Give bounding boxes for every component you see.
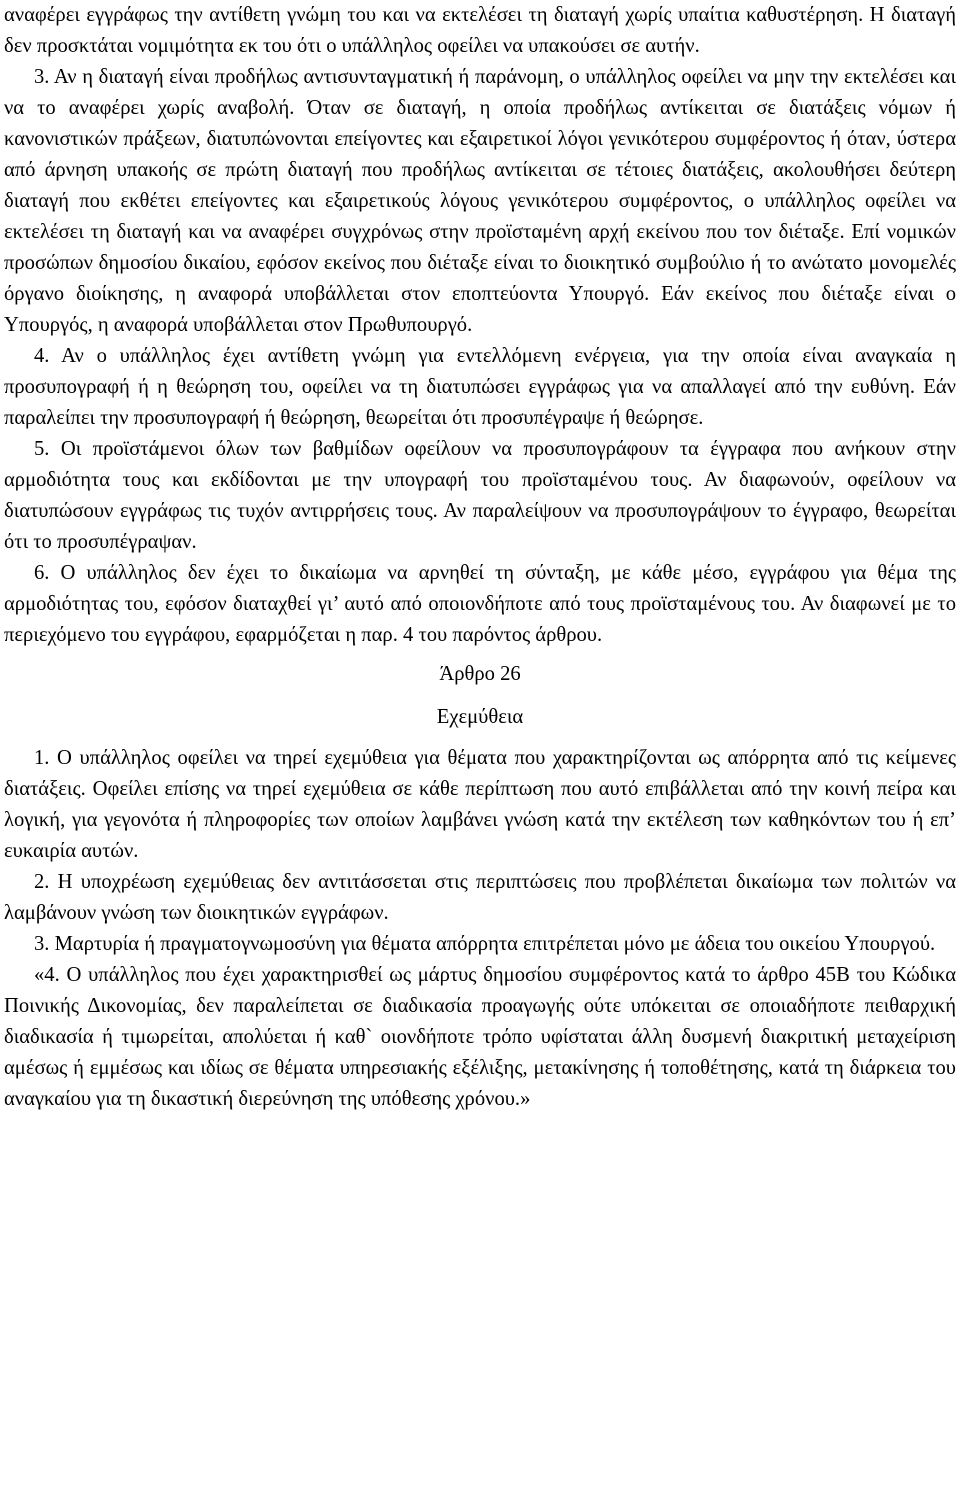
article26-paragraph-2: 2. Η υποχρέωση εχεμύθειας δεν αντιτάσσεται στις περιπτώσεις που προβλέπεται δικαίωμα των πολιτών να λαμβάνουν γνώση των διοικητικών εγγράφων.	[4, 871, 956, 924]
paragraph-5: 5. Οι προϊστάμενοι όλων των βαθμίδων οφείλουν να προσυπογράφουν τα έγγραφα που ανήκουν στην αρμοδιότητα τους και εκδίδονται με την υπογραφή του προϊσταμένου τους. Αν διαφωνούν, οφείλουν να διατυπώσουν εγγράφως τις τυχόν αντιρρήσεις τους. Αν παραλείψουν να προσυπογράψουν το έγγραφο, θεωρείται ότι το προσυπέγραψαν.	[4, 438, 956, 553]
article26-paragraph-3: 3. Μαρτυρία ή πραγματογνωμοσύνη για θέματα απόρρητα επιτρέπεται μόνο με άδεια του οικείου Υπουργού.	[34, 933, 936, 955]
paragraph-6: 6. Ο υπάλληλος δεν έχει το δικαίωμα να αρνηθεί τη σύνταξη, με κάθε μέσο, εγγράφου για θέμα της αρμοδιότητας του, εφόσον διαταχθεί γι’ αυτό από οποιονδήποτε από τους προϊσταμένους του. Αν διαφωνεί με το περιεχόμενο του εγγράφου, εφαρμόζεται η παρ. 4 του παρόντος άρθρου.	[4, 562, 956, 646]
article-title: Εχεμύθεια	[436, 706, 524, 728]
article26-paragraph-4: «4. Ο υπάλληλος που έχει χαρακτηρισθεί ως μάρτυς δημοσίου συμφέροντος κατά το άρθρο 45Β του Κώδικα Ποινικής Δικονομίας, δεν παραλείπεται σε διαδικασία προαγωγής ούτε υπόκειται σε οποιαδήποτε πειθαρχική διαδικασία ή τιμωρείται, απολύεται ή καθ` οιονδήποτε τρόπο υφίσταται άλλη δυσμενή διακριτική μεταχείριση αμέσως ή εμμέσως και ιδίως σε θέματα υπηρεσιακής εξέλιξης, μετακίνησης ή τοποθέτησης, κατά τη διάρκεια του αναγκαίου για τη δικαστική διερεύνηση της υπόθεσης χρόνου.»	[4, 964, 956, 1110]
paragraph-3: 3. Αν η διαταγή είναι προδήλως αντισυνταγματική ή παράνομη, ο υπάλληλος οφείλει να μην την εκτελέσει και να το αναφέρει χωρίς αναβολή. Όταν σε διαταγή, η οποία προδήλως αντίκειται σε διατάξεις νόμων ή κανονιστικών πράξεων, διατυπώνονται επείγοντες και εξαιρετικοί λόγοι γενικότερου συμφέροντος ή όταν, ύστερα από άρνηση υπακοής σε πρώτη διαταγή που προδήλως αντίκειται σε τέτοιες διατάξεις, ακολουθήσει δεύτερη διαταγή που εκθέτει επείγοντες και εξαιρετικούς λόγους γενικότερου συμφέροντος, ο υπάλληλος οφείλει να εκτελέσει τη διαταγή και να αναφέρει συγχρόνως στην προϊσταμένη αρχή εκείνου που τον διέταξε. Επί νομικών προσώπων δημοσίου δικαίου, εφόσον εκείνος που διέταξε είναι το διοικητικό συμβούλιο ή το ανώτατο μονομελές όργανο διοίκησης, η αναφορά υποβάλλεται στον εποπτεύοντα Υπουργό. Εάν εκείνος που διέταξε είναι ο Υπουργός, η αναφορά υποβάλλεται στον Πρωθυπουργό.	[4, 66, 956, 336]
paragraph-continuation: αναφέρει εγγράφως την αντίθετη γνώμη του και να εκτελέσει τη διαταγή χωρίς υπαίτια καθυστέρηση. Η διαταγή δεν προσκτάται νομιμότητα εκ του ότι ο υπάλληλος οφείλει να υπακούσει σε αυτήν.	[4, 4, 956, 57]
paragraph-4: 4. Αν ο υπάλληλος έχει αντίθετη γνώμη για εντελλόμενη ενέργεια, για την οποία είναι αναγκαία η προσυπογραφή ή η θεώρηση του, οφείλει να τη διατυπώσει εγγράφως για να απαλλαγεί από την ευθύνη. Εάν παραλείπει την προσυπογραφή ή θεώρηση, θεωρείται ότι προσυπέγραψε ή θεώρησε.	[4, 345, 956, 429]
article26-paragraph-1: 1. Ο υπάλληλος οφείλει να τηρεί εχεμύθεια για θέματα που χαρακτηρίζονται ως απόρρητα από τις κείμενες διατάξεις. Οφείλει επίσης να τηρεί εχεμύθεια σε κάθε περίπτωση που αυτό επιβάλλεται από την κοινή πείρα και λογική, για γεγονότα ή πληροφορίες των οποίων λαμβάνει γνώση κατά την εκτέλεση των καθηκόντων του ή επ’ ευκαιρία αυτών.	[4, 747, 956, 862]
article-heading: Άρθρο 26	[439, 663, 521, 685]
